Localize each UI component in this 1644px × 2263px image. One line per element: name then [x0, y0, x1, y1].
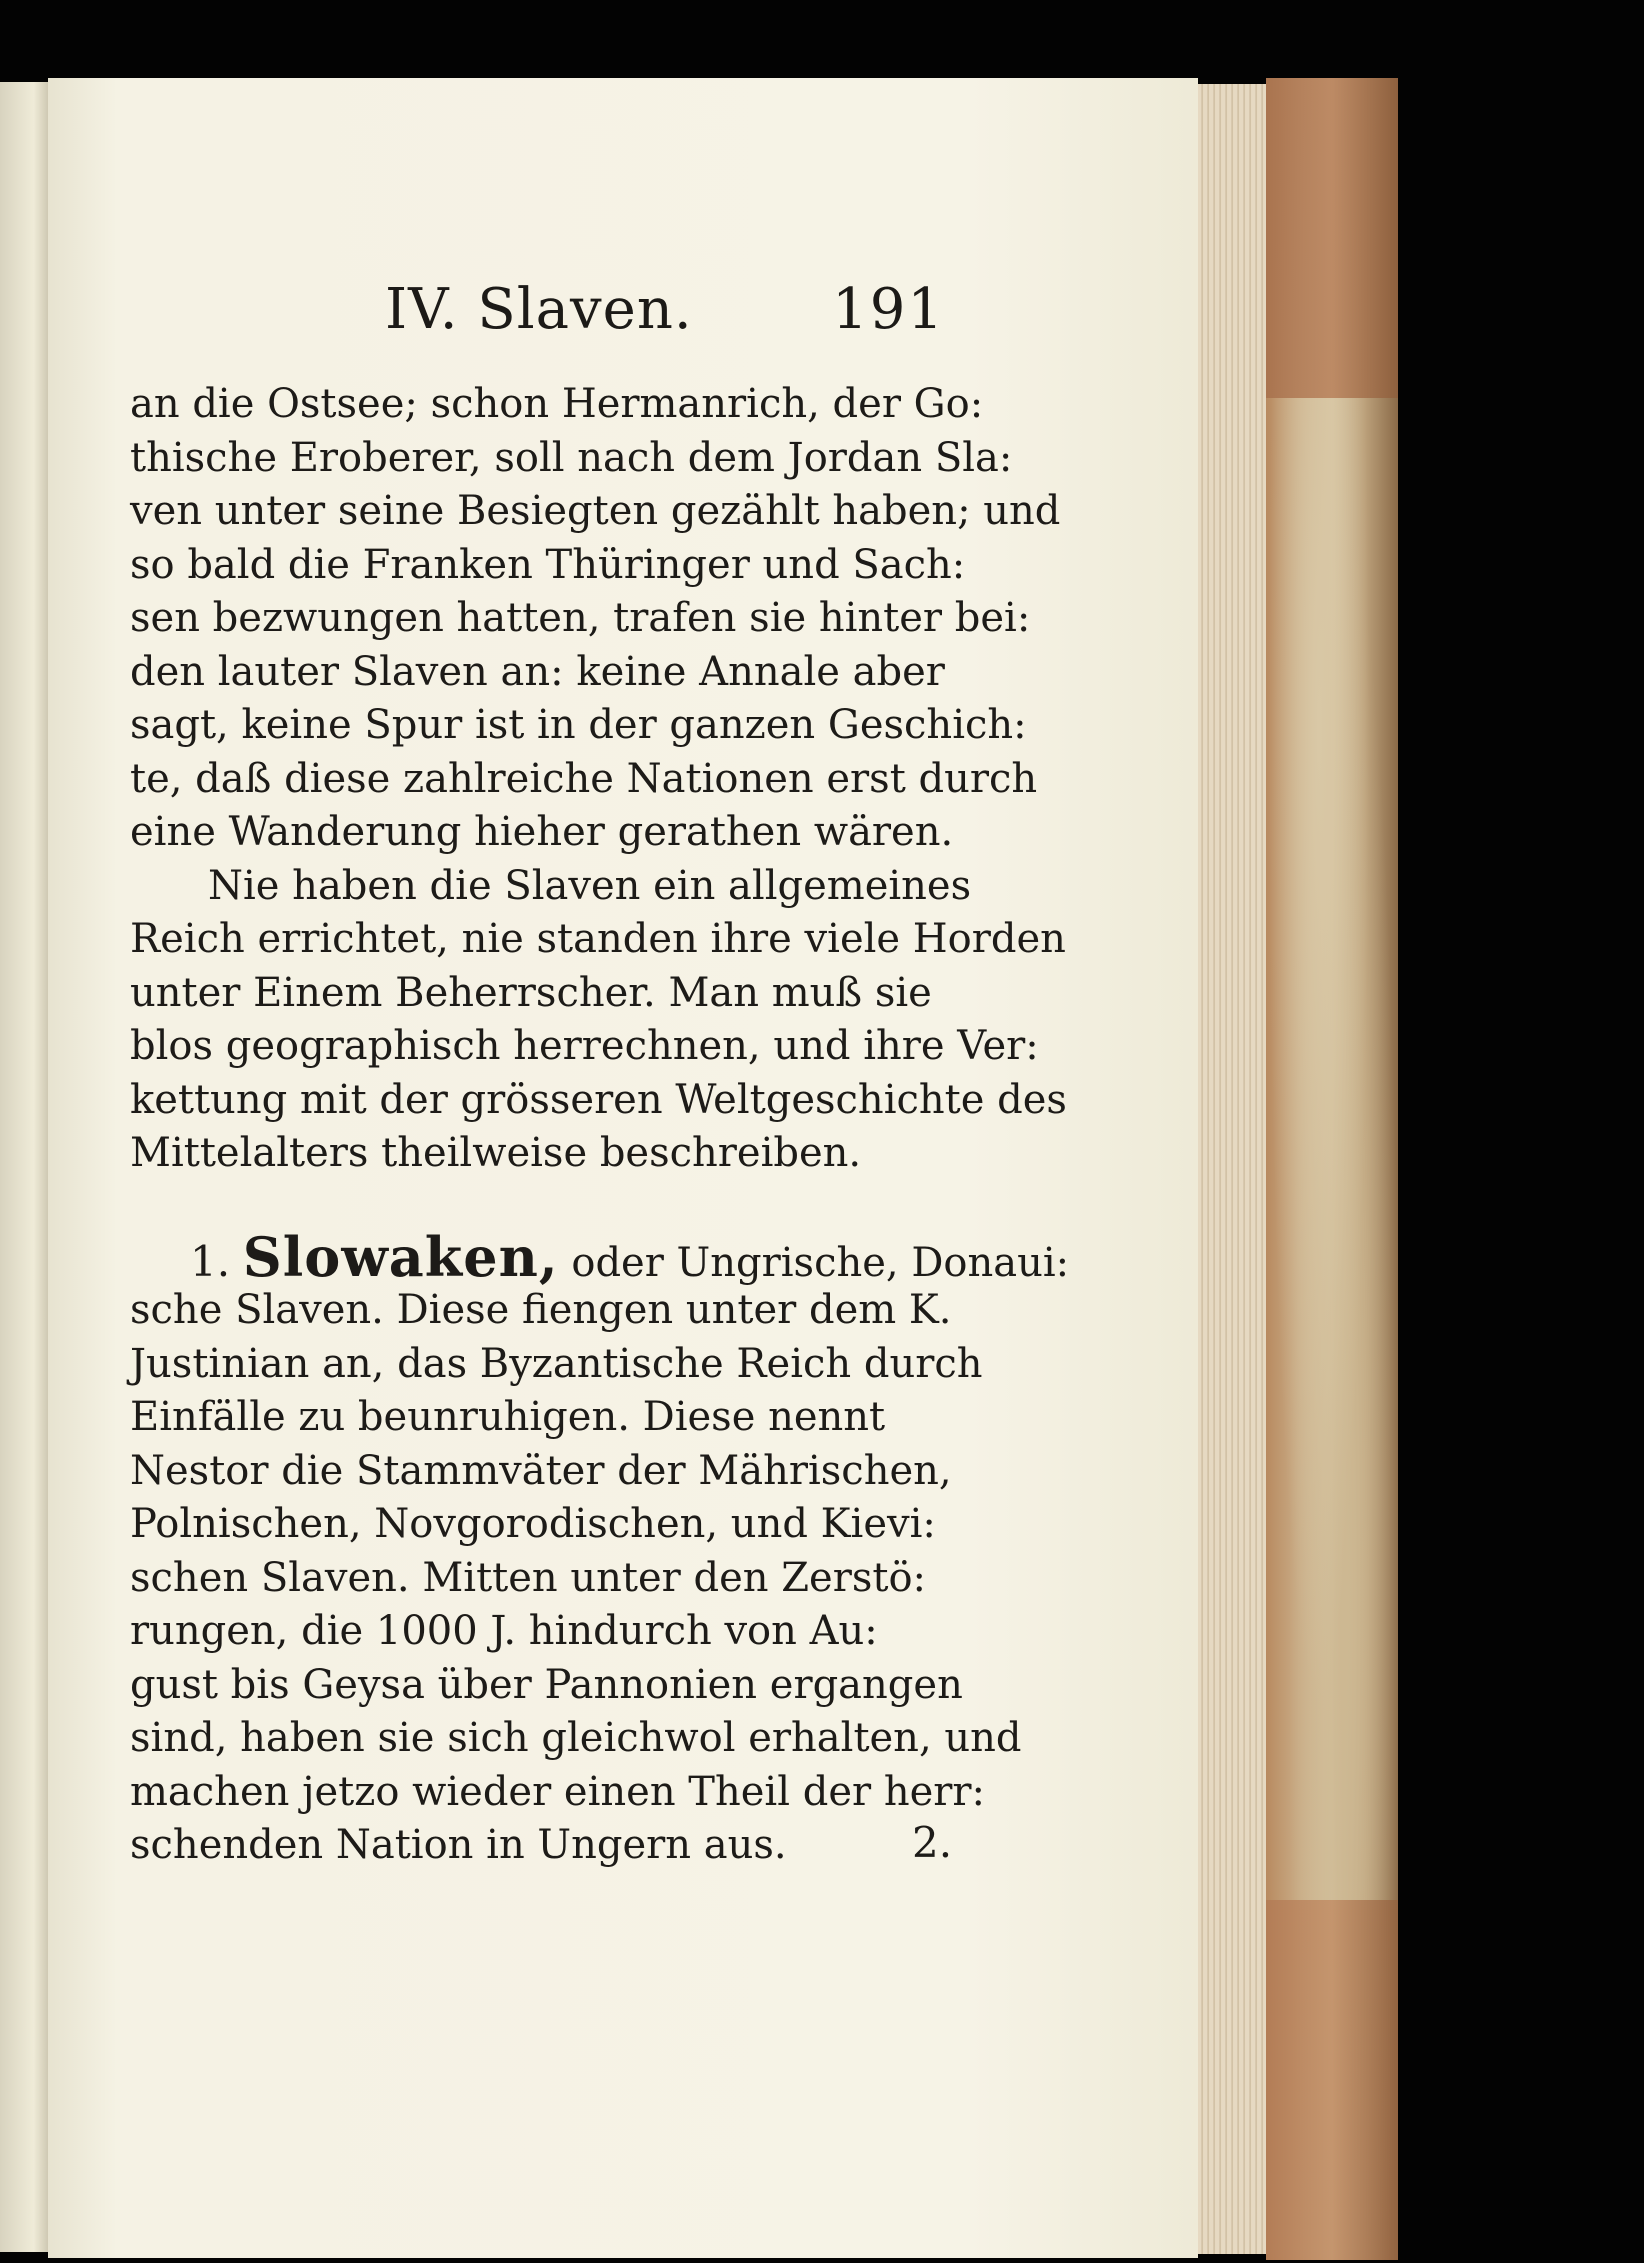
text-line: te, daß diese zahlreiche Nationen erst durch	[130, 755, 1038, 802]
body-text	[130, 378, 1070, 1873]
text-line: den lauter Slaven an: keine Annale aber	[130, 648, 945, 695]
text-line: Einfälle zu beunruhigen. Diese nennt	[130, 1394, 886, 1440]
text-line: Polnischen, Novgorodischen, und Kievi:	[130, 1501, 936, 1547]
text-line: so bald die Franken Thüringer und Sach:	[130, 541, 966, 588]
section-heading	[130, 1224, 1070, 1289]
section-title: Slowaken,	[242, 1224, 559, 1289]
text-line: Nie haben die Slaven ein allgemeines	[208, 862, 972, 909]
facing-page-edge	[0, 82, 48, 2252]
text-line: sind, haben sie sich gleichwol erhalten, und	[130, 1715, 1022, 1761]
text-line: Nestor die Stammväter der Mährischen,	[130, 1447, 952, 1494]
page-number: 191	[832, 277, 945, 342]
text-line: Reich errichtet, nie standen ihre viele Horden	[130, 916, 1066, 962]
running-head: IV. Slaven.	[385, 277, 693, 342]
text-line: thische Eroberer, soll nach dem Jordan Sla:	[130, 434, 1013, 481]
text-line: schen Slaven. Mitten unter den Zerstö:	[130, 1554, 926, 1601]
text-line: sagt, keine Spur ist in der ganzen Geschich:	[130, 702, 1027, 748]
text-line: eine Wanderung hieher gerathen wären.	[130, 809, 954, 855]
section-number: 1.	[190, 1236, 231, 1286]
text-line: unter Einem Beherrscher. Man muß sie	[130, 969, 932, 1016]
text-line: gust bis Geysa über Pannonien ergangen	[130, 1661, 963, 1708]
text-line: an die Ostsee; schon Hermanrich, der Go:	[130, 381, 984, 427]
page-edges	[1198, 84, 1266, 2254]
catchword: 2.	[912, 1818, 953, 1867]
text-line: sen bezwungen hatten, trafen sie hinter bei:	[130, 595, 1031, 641]
text-line: ven unter seine Besiegten gezählt haben; und	[130, 488, 1061, 534]
cover-leather-bottom	[1266, 1900, 1398, 2260]
text-line: blos geographisch herrechnen, und ihre Ver:	[130, 1023, 1039, 1069]
text-line: sche Slaven. Diese fiengen unter dem K.	[130, 1287, 952, 1333]
text-line: machen jetzo wieder einen Theil der herr:	[130, 1768, 985, 1815]
text-line: rungen, die 1000 J. hindurch von Au:	[130, 1608, 878, 1654]
text-line: schenden Nation in Ungern aus.	[130, 1822, 787, 1868]
section-gap	[130, 1181, 960, 1231]
cover-leather-top	[1266, 78, 1398, 398]
page-header	[385, 270, 945, 350]
text-line: kettung mit der grösseren Weltgeschichte des	[130, 1076, 1067, 1123]
text-line: Mittelalters theilweise beschreiben.	[130, 1130, 862, 1176]
section-heading-rest: oder Ungrische, Donaui:	[571, 1239, 1070, 1286]
text-line: Justinian an, das Byzantische Reich durch	[130, 1340, 983, 1387]
